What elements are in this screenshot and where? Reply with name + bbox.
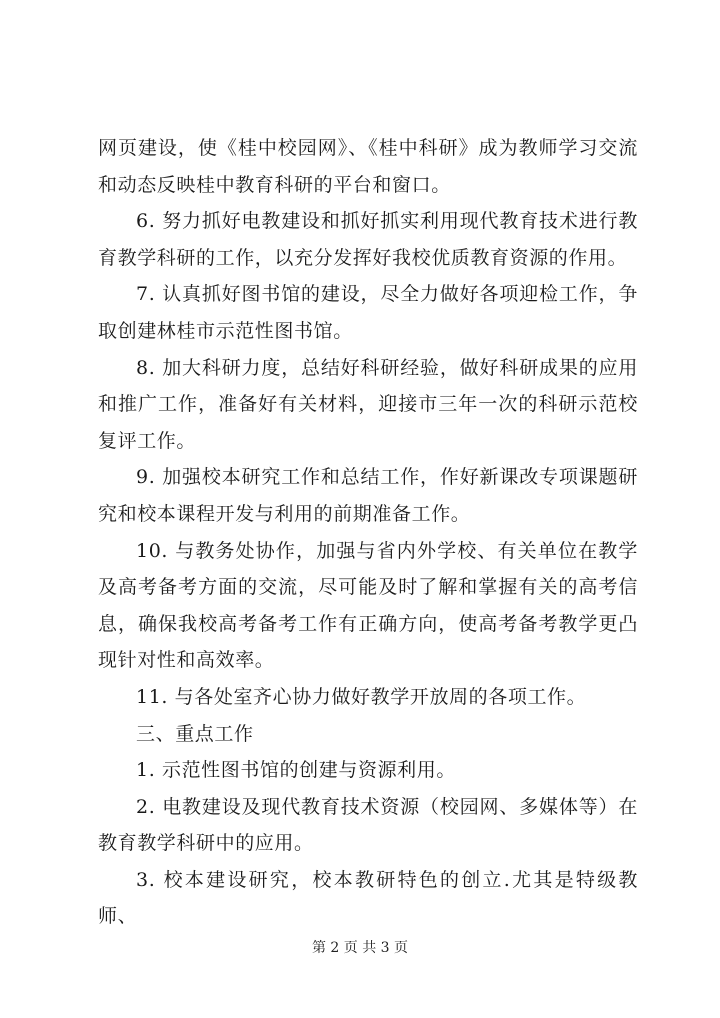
paragraph-item-6: 6. 努力抓好电教建设和抓好抓实利用现代教育技术进行教育教学科研的工作，以充分发挥好我校优质教育资源的作用。 [98, 210, 638, 269]
document-body [98, 130, 638, 935]
key-work-item-1: 1. 示范性图书馆的创建与资源利用。 [136, 759, 456, 782]
key-work-item-3: 3. 校本建设研究，校本教研特色的创立.尤其是特级教师、 [98, 868, 638, 928]
paragraph-item-9: 9. 加强校本研究工作和总结工作，作好新课改专项课题研究和校本课程开发与利用的前期准备工作。 [98, 466, 638, 525]
paragraph-item-11: 11. 与各处室齐心协力做好教学开放周的各项工作。 [136, 685, 587, 708]
paragraph-continued: 网页建设，使《桂中校园网》、《桂中科研》成为教师学习交流和动态反映桂中教育科研的平台和窗口。 [98, 137, 638, 196]
paragraph-item-7: 7. 认真抓好图书馆的建设，尽全力做好各项迎检工作，争取创建林桂市示范性图书馆。 [98, 283, 638, 342]
key-work-item-2: 2. 电教建设及现代教育技术资源（校园网、多媒体等）在教育教学科研中的应用。 [98, 795, 638, 855]
paragraph-item-10: 10. 与教务处协作，加强与省内外学校、有关单位在教学及高考备考方面的交流，尽可能及时了解和掌握有关的高考信息，确保我校高考备考工作有正确方向，使高考备考教学更凸现针对性和高效率。 [98, 539, 638, 672]
page-number-indicator: 第 2 页 共 3 页 [311, 940, 409, 956]
page-footer [0, 938, 720, 958]
paragraph-item-8: 8. 加大科研力度，总结好科研经验，做好科研成果的应用和推广工作，准备好有关材料，迎接市三年一次的科研示范校复评工作。 [98, 356, 638, 452]
section-heading-key-work: 三、重点工作 [136, 722, 254, 745]
